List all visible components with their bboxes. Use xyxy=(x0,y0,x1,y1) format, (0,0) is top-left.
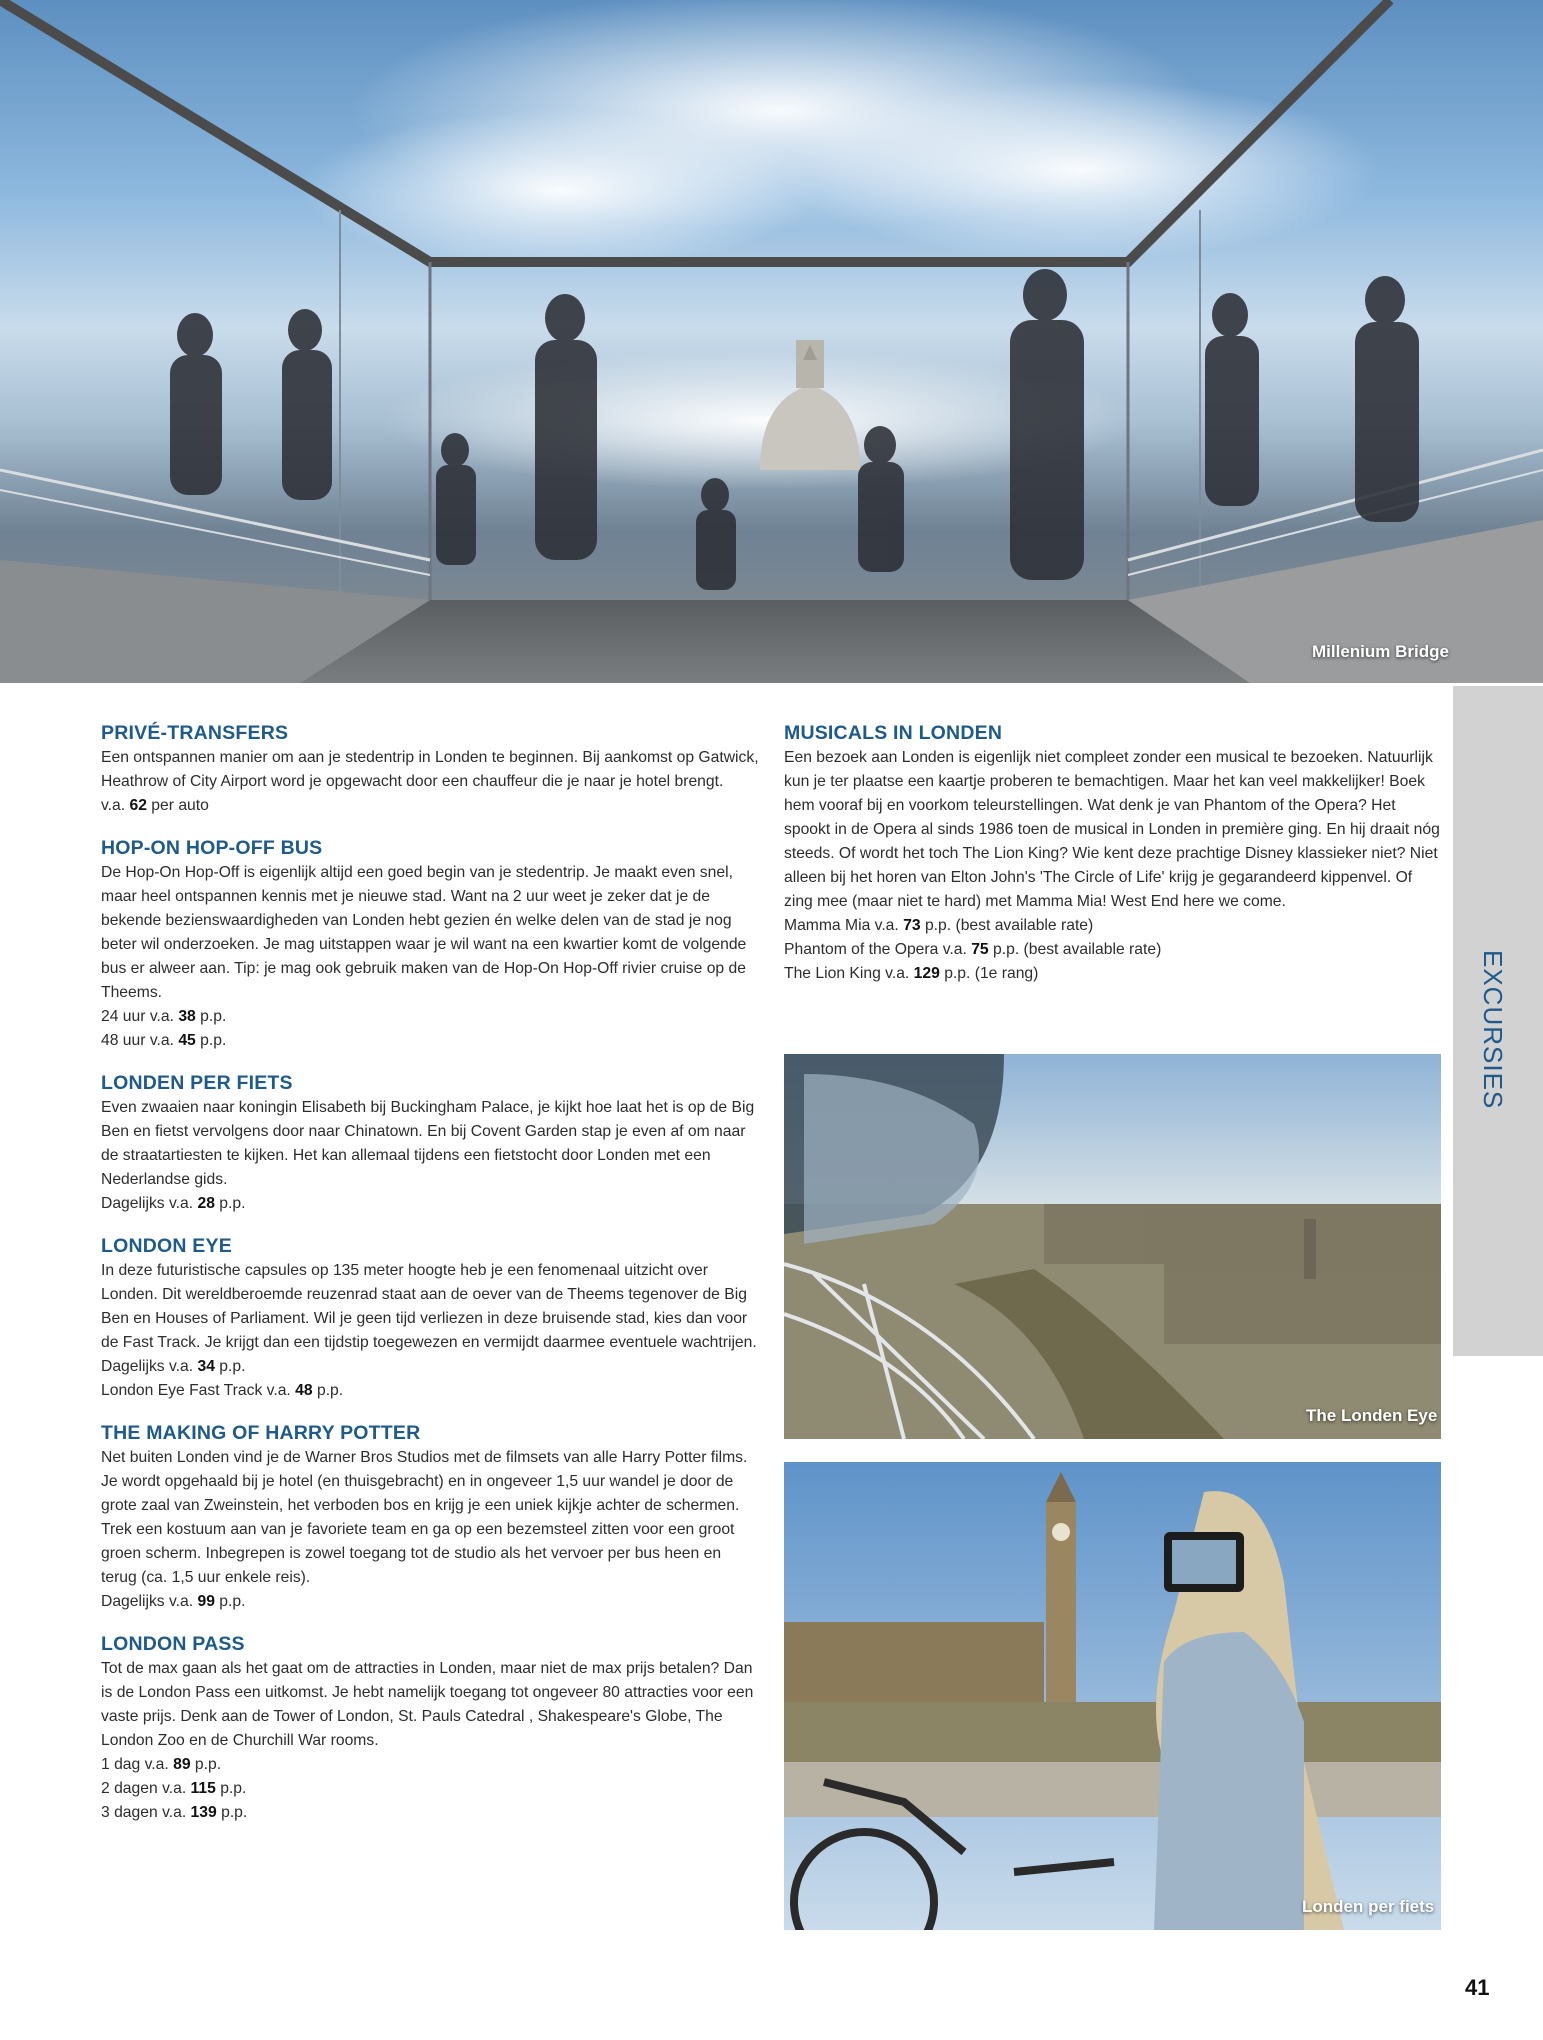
price-line: 1 dag v.a. 89 p.p. xyxy=(101,1756,222,1773)
section-transfers xyxy=(101,720,761,818)
photo-london-eye xyxy=(784,1054,1441,1439)
price-line: Dagelijks v.a. 28 p.p. xyxy=(101,1195,246,1212)
price-line: Phantom of the Opera v.a. 75 p.p. (best available rate) xyxy=(784,941,1162,958)
section-harry-potter xyxy=(101,1420,761,1614)
section-body: Een ontspannen manier om aan je stedentrip in Londen te beginnen. Bij aankomst op Gatwick, Heathrow of City Airport word je opgewacht door een chauffeur die je naar je hotel brengt. xyxy=(101,749,759,790)
price-line: 24 uur v.a. 38 p.p. xyxy=(101,1008,227,1025)
hero-illustration xyxy=(0,0,1543,683)
section-title: THE MAKING OF HARRY POTTER xyxy=(101,1422,421,1444)
section-body: Even zwaaien naar koningin Elisabeth bij Buckingham Palace, je kijkt hoe laat het is op de Big Ben en fietst vervolgens door naar Chinatown. En bij Covent Garden stap je even af om naar de straatartiesten te kijken. Het kan allemaal tijdens een fietstocht door Londen met een Nederlandse gids. xyxy=(101,1099,755,1188)
section-body: In deze futuristische capsules op 135 meter hoogte heb je een fenomenaal uitzicht over Londen. Dit wereldberoemde reuzenrad staat aan de oever van de Theems tegenover de Big Ben en Houses of Parliament. Wil je geen tijd verliezen in deze bruisende stad, kies dan voor de Fast Track. Je krijgt dan een tijdstip toegewezen en vermijdt daarmee eventuele wachtrijen. xyxy=(101,1262,757,1351)
section-title: HOP-ON HOP-OFF BUS xyxy=(101,837,323,859)
section-body: Een bezoek aan Londen is eigenlijk niet compleet zonder een musical te bezoeken. Natuurlijk kun je ter plaatse een kaartje proberen te bemachtigen. Maar het kan veel makkelijker! Boek hem vooraf bij en voorkom teleurstellingen. Wat denk je van Phantom of the Opera? Het spookt in de Opera al sinds 1986 toen de musical in Londen in première ging. En hij draait nóg steeds. Of wordt het toch The Lion King? Wie kent deze prachtige Disney klassieker niet? Niet alleen bij het horen van Elton John's 'The Circle of Life' krijg je gegarandeerd kippenvel. Of zing mee (maar niet te hard) met Mamma Mia! West End here we come. xyxy=(784,749,1440,910)
section-title: LONDON EYE xyxy=(101,1235,232,1257)
london-eye-illustration xyxy=(784,1054,1441,1439)
left-column xyxy=(101,720,761,1842)
section-title: MUSICALS IN LONDEN xyxy=(784,722,1003,744)
section-title: PRIVÉ-TRANSFERS xyxy=(101,722,289,744)
section-hop-on-hop-off xyxy=(101,835,761,1053)
price-line: 2 dagen v.a. 115 p.p. xyxy=(101,1780,247,1797)
right-column xyxy=(784,720,1444,1003)
section-title: LONDON PASS xyxy=(101,1633,245,1655)
hero-photo-millenium-bridge xyxy=(0,0,1543,683)
section-body: Tot de max gaan als het gaat om de attracties in Londen, maar niet de max prijs betalen? Dan is de London Pass een uitkomst. Je hebt namelijk toegang tot ongeveer 80 attracties voor een vaste prijs. Denk aan de Tower of London, St. Pauls Catedral , Shakespeare's Globe, The London Zoo en de Churchill War rooms. xyxy=(101,1660,754,1749)
section-london-eye xyxy=(101,1233,761,1403)
page-number: 41 xyxy=(1465,1975,1490,2000)
section-londen-per-fiets xyxy=(101,1070,761,1216)
price-line: v.a. 62 per auto xyxy=(101,797,209,814)
price-line: 48 uur v.a. 45 p.p. xyxy=(101,1032,227,1049)
price-line: London Eye Fast Track v.a. 48 p.p. xyxy=(101,1382,344,1399)
section-body: Net buiten Londen vind je de Warner Bros Studios met de filmsets van alle Harry Potter films. Je wordt opgehaald bij je hotel (en thuisgebracht) en in ongeveer 1,5 uur wandel je door de grote zaal van Zweinstein, het verboden bos en krijg je een uniek kijkje achter de schermen. Trek een kostuum aan van je favoriete team en ga op een bezemsteel zitten voor een groot groen scherm. Inbegrepen is zowel toegang tot de studio als het vervoer per bus heen en terug (ca. 1,5 uur enkele reis). xyxy=(101,1449,748,1586)
section-london-pass xyxy=(101,1631,761,1825)
fiets-caption: Londen per fiets xyxy=(1302,1897,1435,1916)
price-line: Dagelijks v.a. 99 p.p. xyxy=(101,1593,246,1610)
price-line: Dagelijks v.a. 34 p.p. xyxy=(101,1358,246,1375)
price-line: Mamma Mia v.a. 73 p.p. (best available rate) xyxy=(784,917,1094,934)
hero-caption: Millenium Bridge xyxy=(1312,642,1449,661)
photo-londen-per-fiets xyxy=(784,1462,1441,1930)
price-line: 3 dagen v.a. 139 p.p. xyxy=(101,1804,248,1821)
fiets-illustration xyxy=(784,1462,1441,1930)
section-musicals xyxy=(784,720,1444,986)
price-line: The Lion King v.a. 129 p.p. (1e rang) xyxy=(784,965,1039,982)
section-body: De Hop-On Hop-Off is eigenlijk altijd een goed begin van je stedentrip. Je maakt even snel, maar heel ontspannen kennis met je nieuwe stad. Want na 2 uur weet je zeker dat je de bekende bezienswaardigheden van Londen hebt gezien én welke delen van de stad je nog beter wil onderzoeken. Je mag uitstappen waar je wil want na een kwartier komt de volgende bus er alweer aan. Tip: je mag ook gebruik maken van de Hop-On Hop-Off rivier cruise op de Theems. xyxy=(101,864,747,1001)
section-title: LONDEN PER FIETS xyxy=(101,1072,293,1094)
eye-caption: The Londen Eye xyxy=(1306,1406,1438,1425)
side-tab-label: EXCURSIES xyxy=(1478,950,1508,1110)
